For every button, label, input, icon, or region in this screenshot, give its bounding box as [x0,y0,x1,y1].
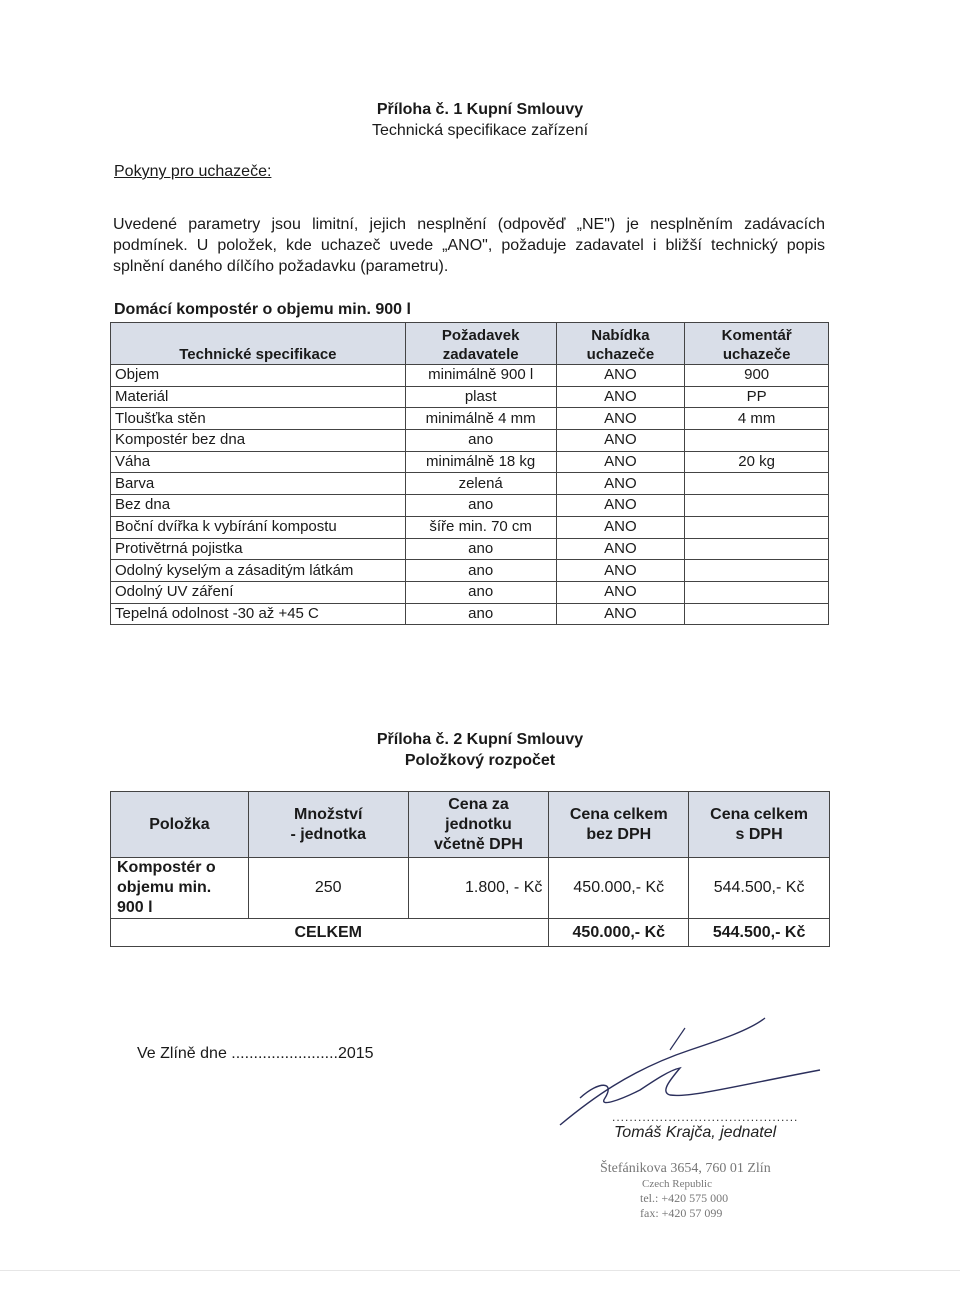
spec-offer: ANO [556,451,685,473]
spec-comment [685,516,829,538]
budget-quantity: 250 [248,858,408,919]
table-row [111,451,829,473]
spec-name: Tepelná odolnost -30 až +45 C [111,603,406,625]
spec-offer: ANO [556,408,685,430]
spec-comment: 4 mm [685,408,829,430]
spec-requirement: minimálně 900 l [405,365,556,387]
budget-total-label: CELKEM [248,919,408,947]
annex2-subtitle: Položkový rozpočet [404,752,556,769]
budget-total-inc-vat: 544.500,- Kč [689,858,830,919]
spec-requirement: ano [405,581,556,603]
budget-header-quantity: Množství - jednotka [248,792,408,858]
table-row [111,386,829,408]
spec-name: Barva [111,473,406,495]
budget-unit-price: 1.800, - Kč [408,858,549,919]
table-row [111,408,829,430]
budget-header-unit-price: Cena za jednotku včetně DPH [408,792,549,858]
stamp-phone: tel.: +420 575 000 [640,1191,729,1205]
spec-offer: ANO [556,581,685,603]
spec-offer: ANO [556,365,685,387]
budget-header-item: Položka [111,792,249,858]
instructions-heading: Pokyny pro uchazeče: [114,163,272,180]
table-row [111,430,829,452]
spec-requirement: plast [405,386,556,408]
spec-requirement: minimálně 4 mm [405,408,556,430]
spec-name: Bez dna [111,495,406,517]
budget-total-row [111,919,830,947]
spec-name: Odolný kyselým a zásaditým látkám [111,560,406,582]
spec-name: Protivětrná pojistka [111,538,406,560]
annex1-subtitle: Technická specifikace zařízení [371,122,589,139]
spec-table [110,322,829,625]
spec-name: Váha [111,451,406,473]
spec-comment: 20 kg [685,451,829,473]
spec-comment [685,538,829,560]
spec-offer: ANO [556,603,685,625]
stamp-fax: fax: +420 57 099 [640,1206,723,1220]
stamp-address: Štefánikova 3654, 760 01 Zlín [600,1161,771,1176]
annex2-title: Příloha č. 2 Kupní Smlouvy [376,731,584,748]
budget-total-ex-vat: 450.000,- Kč [549,858,689,919]
spec-requirement: šíře min. 70 cm [405,516,556,538]
spec-header-row [111,323,829,365]
table-row [111,858,830,919]
budget-table [110,791,830,947]
budget-total-spacer [111,919,249,947]
budget-grand-total-ex-vat: 450.000,- Kč [549,919,689,947]
table-row [111,516,829,538]
spec-header-comment: Komentář uchazeče [685,323,829,365]
table-row [111,365,829,387]
table-row [111,473,829,495]
spec-offer: ANO [556,538,685,560]
spec-offer: ANO [556,430,685,452]
spec-requirement: ano [405,538,556,560]
spec-comment [685,560,829,582]
company-stamp [600,1160,810,1221]
spec-requirement: minimálně 18 kg [405,451,556,473]
spec-comment [685,581,829,603]
place-date: Ve Zlíně dne ........................2015 [137,1045,374,1062]
spec-offer: ANO [556,560,685,582]
spec-requirement: zelená [405,473,556,495]
spec-heading: Domácí kompostér o objemu min. 900 l [114,301,411,318]
table-row [111,560,829,582]
stamp-country: Czech Republic [642,1178,712,1190]
spec-name: Odolný UV záření [111,581,406,603]
scan-edge-line [0,1270,960,1271]
spec-comment [685,495,829,517]
budget-total-spacer [408,919,549,947]
spec-header-offer: Nabídka uchazeče [556,323,685,365]
budget-header-row [111,792,830,858]
table-row [111,495,829,517]
signature-dots: ........................................... [612,1110,799,1124]
instructions-text: Uvedené parametry jsou limitní, jejich nesplnění (odpověď „NE") je nesplněním zadávacích podmínek. U položek, kde uchazeč uvede „ANO", požaduje zadavatel i bližší technický popis splnění daného dílčího požadavku (parametru). [113,216,825,275]
spec-header-requirement: Požadavek zadavatele [405,323,556,365]
spec-name: Kompostér bez dna [111,430,406,452]
spec-comment [685,473,829,495]
spec-comment: 900 [685,365,829,387]
table-row [111,581,829,603]
budget-header-total-inc-vat: Cena celkem s DPH [689,792,830,858]
table-row [111,603,829,625]
spec-comment [685,603,829,625]
spec-requirement: ano [405,560,556,582]
spec-requirement: ano [405,603,556,625]
spec-comment: PP [685,386,829,408]
annex1-title: Příloha č. 1 Kupní Smlouvy [376,101,584,118]
budget-item: Kompostér o objemu min. 900 l [111,858,249,919]
spec-name: Materiál [111,386,406,408]
spec-comment [685,430,829,452]
spec-offer: ANO [556,495,685,517]
spec-requirement: ano [405,430,556,452]
spec-header-spec: Technické specifikace [111,323,406,365]
spec-requirement: ano [405,495,556,517]
table-row [111,538,829,560]
spec-name: Tloušťka stěn [111,408,406,430]
signatory-name: Tomáš Krajča, jednatel [614,1124,777,1141]
budget-header-total-ex-vat: Cena celkem bez DPH [549,792,689,858]
spec-offer: ANO [556,473,685,495]
budget-grand-total-inc-vat: 544.500,- Kč [689,919,830,947]
spec-offer: ANO [556,516,685,538]
spec-name: Boční dvířka k vybírání kompostu [111,516,406,538]
spec-name: Objem [111,365,406,387]
spec-offer: ANO [556,386,685,408]
